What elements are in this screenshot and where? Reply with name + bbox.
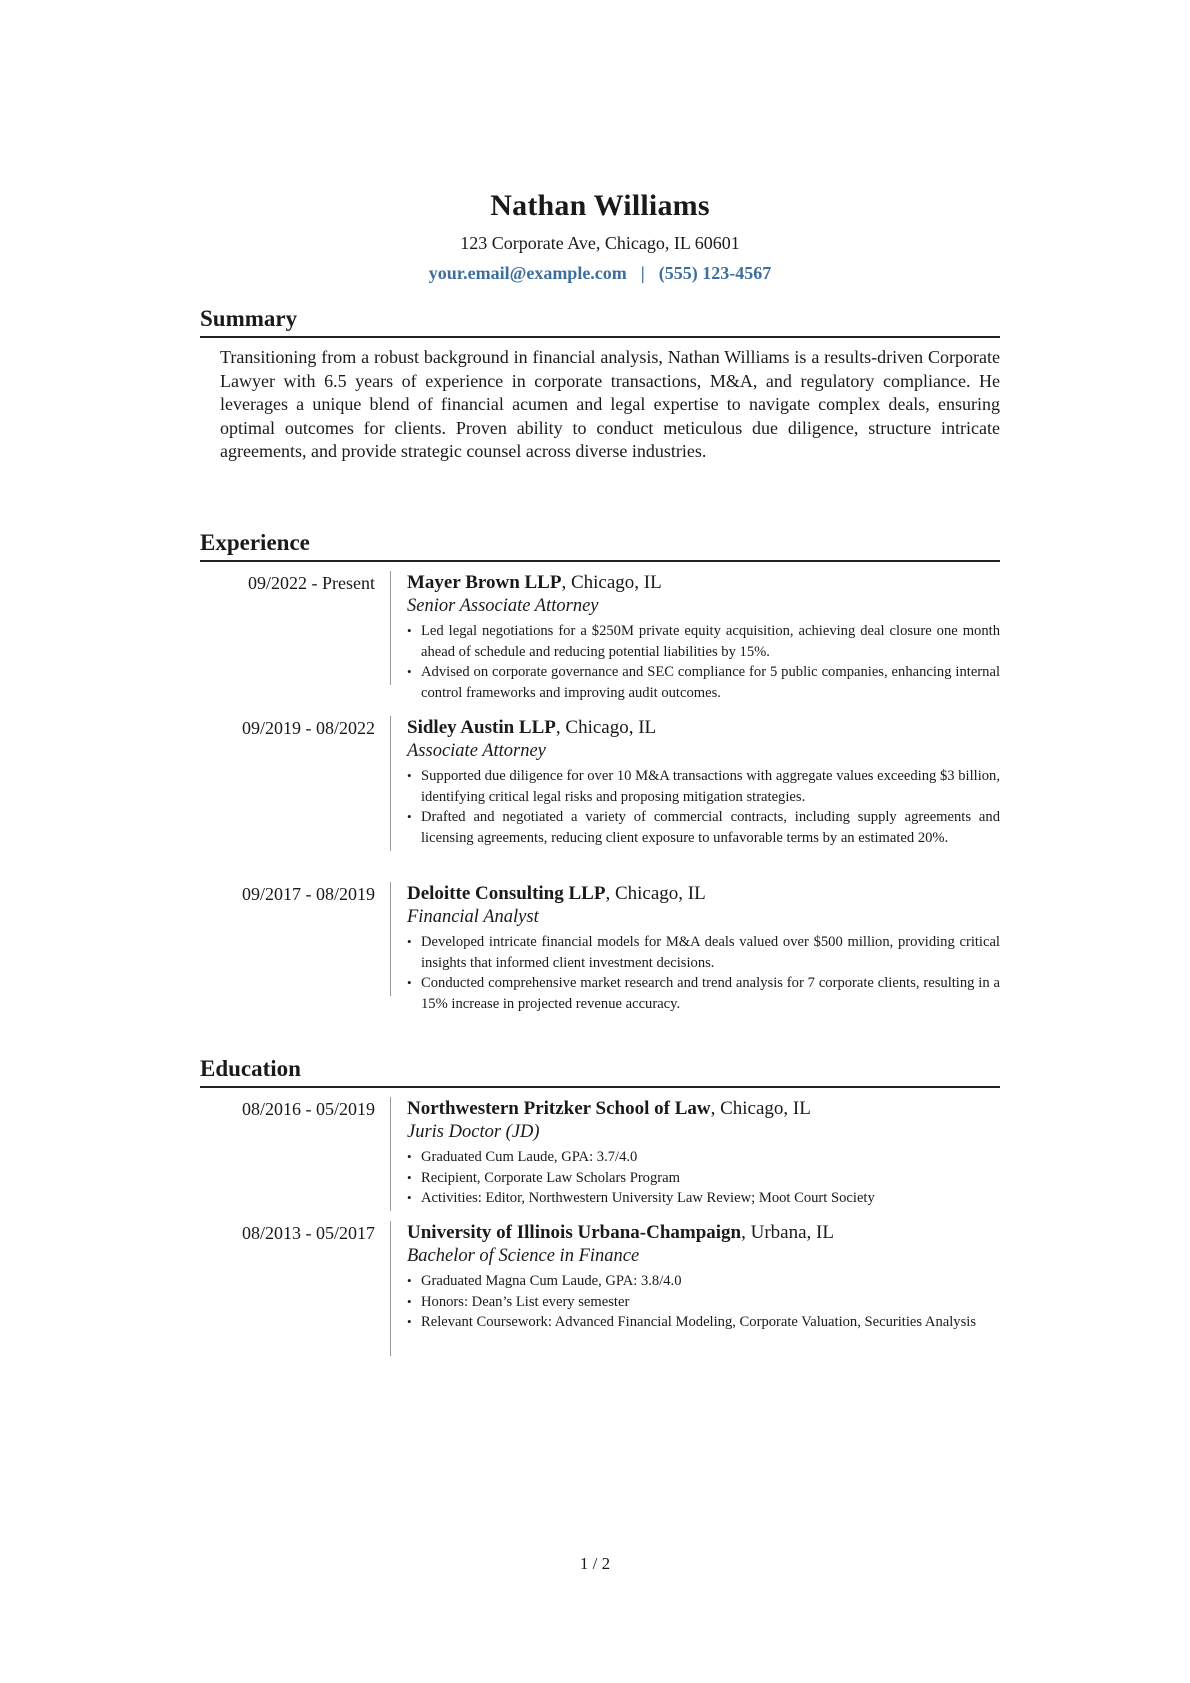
bullet-item: • Graduated Magna Cum Laude, GPA: 3.8/4.0 [407, 1271, 1000, 1292]
bullet-item: • Recipient, Corporate Law Scholars Program [407, 1168, 1000, 1189]
bullet-list [407, 932, 1000, 1015]
entry-date: 08/2016 - 05/2019 [242, 1099, 375, 1119]
entry-body [407, 571, 1000, 704]
summary-section [200, 304, 1000, 464]
org-location: , Urbana, IL [741, 1222, 834, 1243]
bullet-list [407, 621, 1000, 704]
phone-link[interactable]: (555) 123-4567 [658, 263, 772, 283]
summary-text: Transitioning from a robust background in financial analysis, Nathan Williams is a results-driven Corporate Lawyer with 6.5 years of experience in corporate transactions, M&A, and regulatory compliance. He leverages a unique blend of financial acumen and legal expertise to navigate complex deals, ensuring optimal outcomes for clients. Proven ability to conduct meticulous due diligence, structure intricate agreements, and provide strategic counsel across diverse industries. [220, 347, 1000, 461]
bullet-item: • Honors: Dean’s List every semester [407, 1292, 1000, 1313]
bullet-item: • Conducted comprehensive market research and trend analysis for 7 corporate clients, resulting in a 15% increase in projected revenue accuracy. [407, 973, 1000, 1014]
entry-divider [390, 1097, 391, 1211]
org-line [407, 716, 1000, 740]
org-line [407, 1221, 1000, 1245]
entry-date: 09/2019 - 08/2022 [242, 718, 375, 738]
entry-divider [390, 882, 391, 996]
degree-title: Juris Doctor (JD) [407, 1122, 540, 1142]
bullet-list [407, 1271, 1000, 1333]
entry-date: 09/2022 - Present [248, 573, 375, 593]
entry-date: 08/2013 - 05/2017 [242, 1223, 375, 1243]
bullet-list [407, 1147, 1000, 1209]
bullet-list [407, 766, 1000, 849]
resume-header [200, 188, 1000, 286]
contact-separator: | [640, 263, 645, 283]
degree-title: Bachelor of Science in Finance [407, 1246, 640, 1266]
summary-title: Summary [200, 304, 1000, 338]
email-link[interactable]: your.email@example.com [428, 263, 627, 283]
entry-divider [390, 571, 391, 685]
bullet-item: • Relevant Coursework: Advanced Financial Modeling, Corporate Valuation, Securities Analysis [407, 1312, 1000, 1333]
entry-body [407, 1221, 1000, 1333]
org-name: University of Illinois Urbana-Champaign [407, 1222, 742, 1243]
bullet-item: • Advised on corporate governance and SEC compliance for 5 public companies, enhancing internal control frameworks and improving audit outcomes. [407, 662, 1000, 703]
resume-page [200, 188, 1000, 1331]
org-line [407, 1097, 1000, 1121]
experience-section [200, 528, 1000, 1013]
role-title: Associate Attorney [407, 741, 546, 761]
org-location: , Chicago, IL [561, 572, 662, 593]
org-name: Mayer Brown LLP [407, 572, 562, 593]
role-title: Financial Analyst [407, 907, 539, 927]
org-location: , Chicago, IL [605, 883, 706, 904]
entry-body [407, 1097, 1000, 1209]
org-name: Deloitte Consulting LLP [407, 883, 606, 904]
entry-divider [390, 716, 391, 851]
page-number: 1 / 2 [579, 1554, 611, 1573]
contact-line [200, 260, 1000, 286]
org-name: Sidley Austin LLP [407, 717, 556, 738]
role-title: Senior Associate Attorney [407, 596, 599, 616]
education-title: Education [200, 1054, 1000, 1088]
org-location: , Chicago, IL [555, 717, 657, 738]
bullet-item: • Activities: Editor, Northwestern University Law Review; Moot Court Society [407, 1188, 1000, 1209]
org-line [407, 571, 1000, 595]
org-name: Northwestern Pritzker School of Law [407, 1098, 711, 1119]
bullet-item: • Graduated Cum Laude, GPA: 3.7/4.0 [407, 1147, 1000, 1168]
entry-body [407, 882, 1000, 1015]
address: 123 Corporate Ave, Chicago, IL 60601 [460, 233, 740, 253]
org-location: , Chicago, IL [710, 1098, 811, 1119]
entry-body [407, 716, 1000, 849]
bullet-item: • Led legal negotiations for a $250M private equity acquisition, achieving deal closure one month ahead of schedule and reducing potential liabilities by 15%. [407, 621, 1000, 662]
experience-title: Experience [200, 528, 1000, 562]
bullet-item: • Developed intricate financial models for M&A deals valued over $500 million, providing critical insights that informed client investment decisions. [407, 932, 1000, 973]
bullet-item: • Drafted and negotiated a variety of commercial contracts, including supply agreements and licensing agreements, reducing client exposure to unfavorable terms by an estimated 20%. [407, 807, 1000, 848]
entry-divider [390, 1221, 391, 1356]
entry-date: 09/2017 - 08/2019 [242, 884, 375, 904]
org-line [407, 882, 1000, 906]
education-section [200, 1054, 1000, 1331]
bullet-item: • Supported due diligence for over 10 M&A transactions with aggregate values exceeding $3 billion, identifying critical legal risks and proposing mitigation strategies. [407, 766, 1000, 807]
candidate-name: Nathan Williams [490, 189, 710, 222]
